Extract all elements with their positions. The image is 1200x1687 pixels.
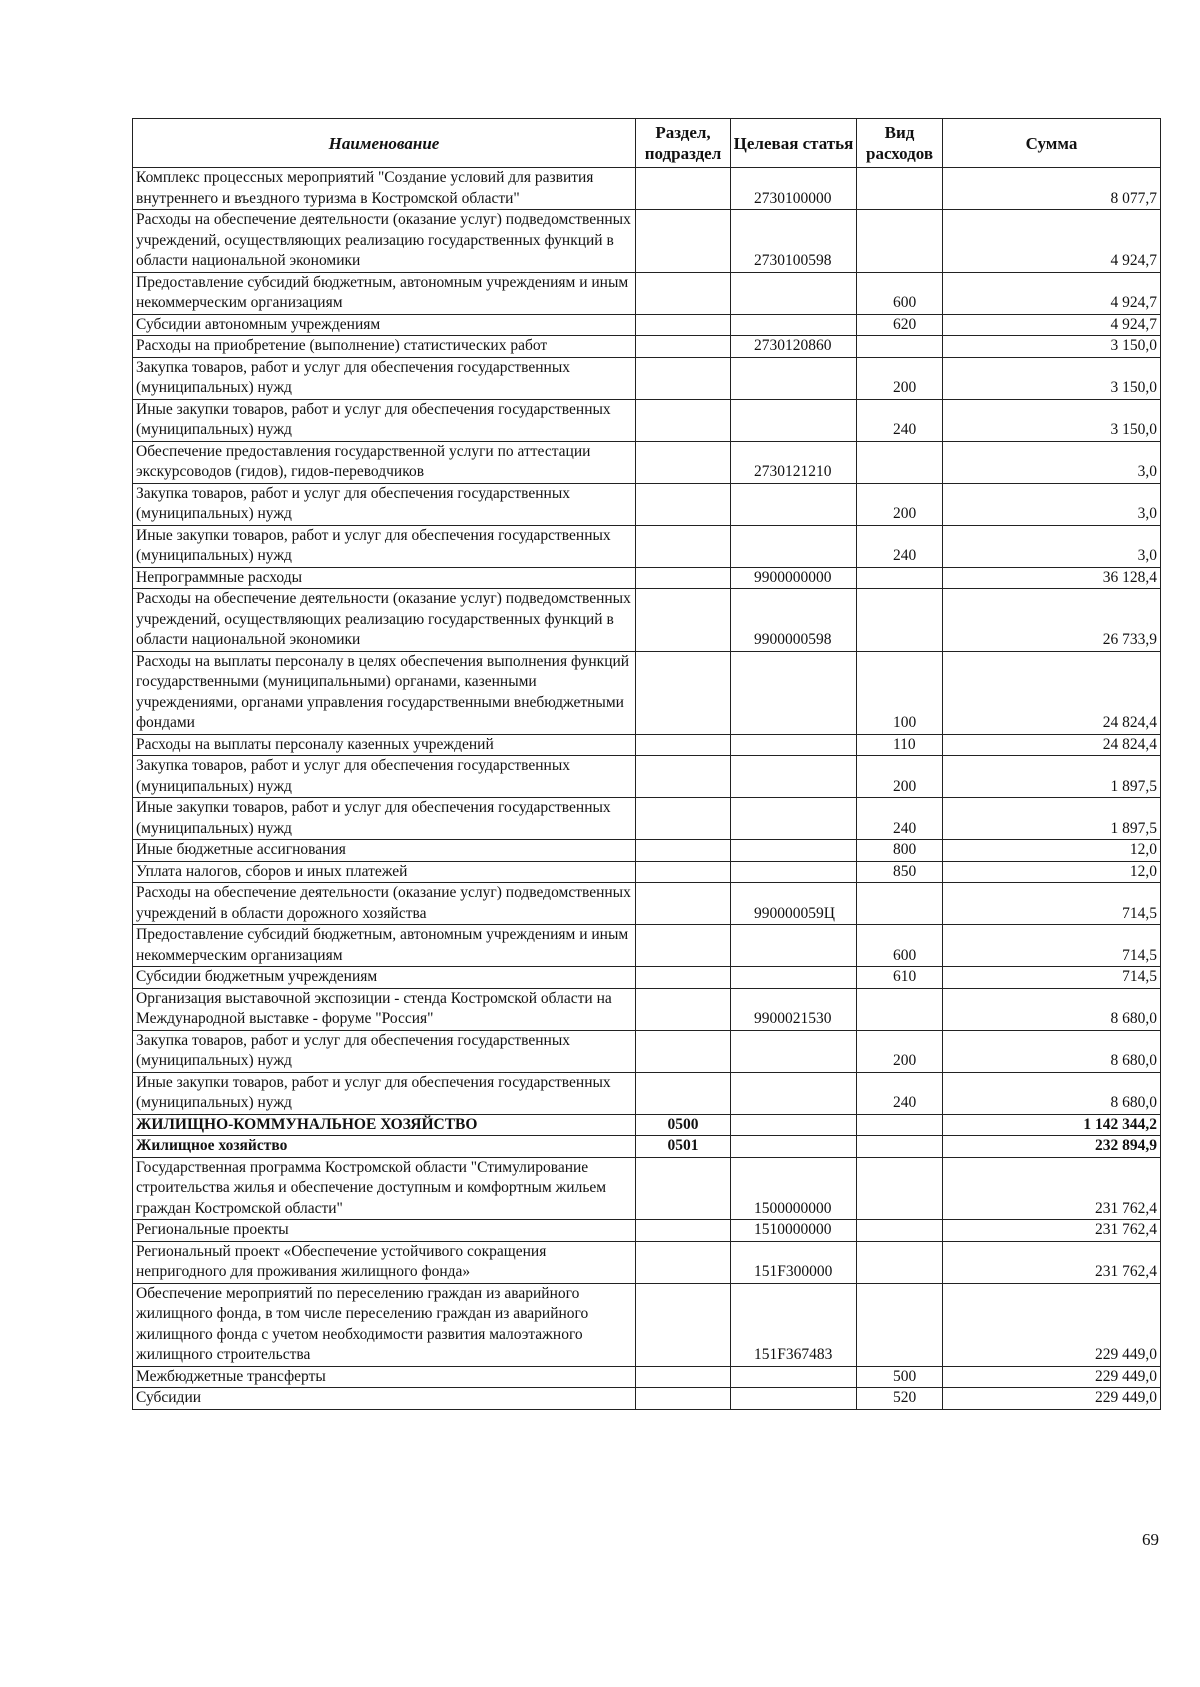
cell-tselevaya bbox=[731, 1366, 857, 1388]
cell-name: Обеспечение предоставления государственной услуги по аттестации экскурсоводов (гидов), гидов-переводчиков bbox=[133, 441, 636, 483]
cell-vid bbox=[857, 1283, 943, 1366]
cell-name: Расходы на выплаты персоналу в целях обеспечения выполнения функций государственными (муниципальными) органами, казенными учреждениями, органами управления государственными внебюджетными фондами bbox=[133, 651, 636, 734]
table-row bbox=[133, 1157, 1161, 1220]
cell-vid: 100 bbox=[857, 651, 943, 734]
cell-vid: 200 bbox=[857, 756, 943, 798]
cell-summa: 229 449,0 bbox=[943, 1388, 1161, 1410]
cell-razdel: 0500 bbox=[636, 1114, 731, 1136]
cell-razdel bbox=[636, 525, 731, 567]
cell-razdel: 0501 bbox=[636, 1136, 731, 1158]
cell-summa: 8 077,7 bbox=[943, 168, 1161, 210]
cell-summa: 8 680,0 bbox=[943, 1072, 1161, 1114]
cell-name: Непрограммные расходы bbox=[133, 567, 636, 589]
cell-vid: 800 bbox=[857, 840, 943, 862]
cell-vid bbox=[857, 589, 943, 652]
cell-tselevaya bbox=[731, 1030, 857, 1072]
cell-name: Иные закупки товаров, работ и услуг для обеспечения государственных (муниципальных) нужд bbox=[133, 798, 636, 840]
table-row bbox=[133, 314, 1161, 336]
cell-tselevaya bbox=[731, 651, 857, 734]
cell-tselevaya: 9900021530 bbox=[731, 988, 857, 1030]
cell-name: Организация выставочной экспозиции - стенда Костромской области на Международной выставке - форуме "Россия" bbox=[133, 988, 636, 1030]
cell-vid: 520 bbox=[857, 1388, 943, 1410]
table-row bbox=[133, 1388, 1161, 1410]
cell-razdel bbox=[636, 272, 731, 314]
cell-razdel bbox=[636, 861, 731, 883]
cell-summa: 4 924,7 bbox=[943, 210, 1161, 273]
cell-vid: 110 bbox=[857, 734, 943, 756]
cell-razdel bbox=[636, 1030, 731, 1072]
cell-summa: 232 894,9 bbox=[943, 1136, 1161, 1158]
cell-name: Региональный проект «Обеспечение устойчивого сокращения непригодного для проживания жилищного фонда» bbox=[133, 1241, 636, 1283]
cell-vid: 200 bbox=[857, 1030, 943, 1072]
cell-tselevaya bbox=[731, 483, 857, 525]
cell-summa: 36 128,4 bbox=[943, 567, 1161, 589]
cell-razdel bbox=[636, 840, 731, 862]
table-row bbox=[133, 840, 1161, 862]
cell-razdel bbox=[636, 988, 731, 1030]
cell-tselevaya: 1510000000 bbox=[731, 1220, 857, 1242]
cell-name: Иные закупки товаров, работ и услуг для обеспечения государственных (муниципальных) нужд bbox=[133, 525, 636, 567]
cell-razdel bbox=[636, 651, 731, 734]
cell-tselevaya: 2730121210 bbox=[731, 441, 857, 483]
cell-tselevaya bbox=[731, 272, 857, 314]
cell-tselevaya: 9900000000 bbox=[731, 567, 857, 589]
cell-vid: 620 bbox=[857, 314, 943, 336]
cell-summa: 3,0 bbox=[943, 483, 1161, 525]
cell-tselevaya: 151F300000 bbox=[731, 1241, 857, 1283]
table-row bbox=[133, 988, 1161, 1030]
cell-summa: 1 142 344,2 bbox=[943, 1114, 1161, 1136]
cell-name: Уплата налогов, сборов и иных платежей bbox=[133, 861, 636, 883]
cell-tselevaya: 2730120860 bbox=[731, 336, 857, 358]
table-row bbox=[133, 525, 1161, 567]
table-row bbox=[133, 483, 1161, 525]
cell-vid: 500 bbox=[857, 1366, 943, 1388]
table-row bbox=[133, 168, 1161, 210]
cell-vid bbox=[857, 1241, 943, 1283]
cell-vid bbox=[857, 883, 943, 925]
cell-summa: 8 680,0 bbox=[943, 1030, 1161, 1072]
table-row bbox=[133, 925, 1161, 967]
cell-vid bbox=[857, 168, 943, 210]
table-row bbox=[133, 651, 1161, 734]
cell-tselevaya bbox=[731, 314, 857, 336]
cell-vid: 240 bbox=[857, 525, 943, 567]
cell-vid bbox=[857, 1157, 943, 1220]
cell-razdel bbox=[636, 756, 731, 798]
cell-summa: 3,0 bbox=[943, 441, 1161, 483]
cell-summa: 24 824,4 bbox=[943, 734, 1161, 756]
cell-name: Региональные проекты bbox=[133, 1220, 636, 1242]
cell-razdel bbox=[636, 1283, 731, 1366]
table-row bbox=[133, 861, 1161, 883]
cell-tselevaya: 9900000598 bbox=[731, 589, 857, 652]
cell-tselevaya bbox=[731, 734, 857, 756]
cell-summa: 229 449,0 bbox=[943, 1283, 1161, 1366]
table-row bbox=[133, 441, 1161, 483]
cell-vid: 600 bbox=[857, 272, 943, 314]
cell-razdel bbox=[636, 336, 731, 358]
cell-razdel bbox=[636, 1220, 731, 1242]
cell-razdel bbox=[636, 567, 731, 589]
cell-tselevaya: 151F367483 bbox=[731, 1283, 857, 1366]
cell-summa: 231 762,4 bbox=[943, 1220, 1161, 1242]
cell-vid bbox=[857, 1220, 943, 1242]
cell-summa: 231 762,4 bbox=[943, 1241, 1161, 1283]
cell-summa: 3 150,0 bbox=[943, 399, 1161, 441]
cell-name: Расходы на приобретение (выполнение) статистических работ bbox=[133, 336, 636, 358]
cell-razdel bbox=[636, 1241, 731, 1283]
cell-summa: 1 897,5 bbox=[943, 756, 1161, 798]
cell-vid bbox=[857, 441, 943, 483]
header-name: Наименование bbox=[133, 119, 636, 168]
cell-name: Закупка товаров, работ и услуг для обеспечения государственных (муниципальных) нужд bbox=[133, 483, 636, 525]
cell-vid bbox=[857, 1136, 943, 1158]
cell-razdel bbox=[636, 1072, 731, 1114]
cell-vid bbox=[857, 988, 943, 1030]
header-vid: Вид расходов bbox=[857, 119, 943, 168]
cell-summa: 12,0 bbox=[943, 840, 1161, 862]
table-row bbox=[133, 967, 1161, 989]
cell-razdel bbox=[636, 210, 731, 273]
table-row bbox=[133, 798, 1161, 840]
cell-tselevaya bbox=[731, 925, 857, 967]
table-row bbox=[133, 1030, 1161, 1072]
cell-tselevaya bbox=[731, 798, 857, 840]
cell-name: Субсидии bbox=[133, 1388, 636, 1410]
cell-razdel bbox=[636, 734, 731, 756]
cell-name: ЖИЛИЩНО-КОММУНАЛЬНОЕ ХОЗЯЙСТВО bbox=[133, 1114, 636, 1136]
cell-name: Закупка товаров, работ и услуг для обеспечения государственных (муниципальных) нужд bbox=[133, 357, 636, 399]
cell-tselevaya bbox=[731, 525, 857, 567]
cell-vid bbox=[857, 1114, 943, 1136]
table-row bbox=[133, 734, 1161, 756]
cell-razdel bbox=[636, 883, 731, 925]
header-summa: Сумма bbox=[943, 119, 1161, 168]
table-row bbox=[133, 1114, 1161, 1136]
cell-name: Иные закупки товаров, работ и услуг для обеспечения государственных (муниципальных) нужд bbox=[133, 399, 636, 441]
table-row bbox=[133, 336, 1161, 358]
table-row bbox=[133, 357, 1161, 399]
cell-razdel bbox=[636, 357, 731, 399]
cell-name: Субсидии бюджетным учреждениям bbox=[133, 967, 636, 989]
cell-name: Государственная программа Костромской области "Стимулирование строительства жилья и обеспечение доступным и комфортным жильем граждан Костромской области" bbox=[133, 1157, 636, 1220]
table-row bbox=[133, 1366, 1161, 1388]
page-number: 69 bbox=[1142, 1530, 1159, 1549]
cell-razdel bbox=[636, 925, 731, 967]
cell-summa: 12,0 bbox=[943, 861, 1161, 883]
cell-summa: 1 897,5 bbox=[943, 798, 1161, 840]
cell-razdel bbox=[636, 1157, 731, 1220]
table-row bbox=[133, 589, 1161, 652]
cell-name: Закупка товаров, работ и услуг для обеспечения государственных (муниципальных) нужд bbox=[133, 756, 636, 798]
cell-name: Жилищное хозяйство bbox=[133, 1136, 636, 1158]
table-row bbox=[133, 756, 1161, 798]
cell-razdel bbox=[636, 1366, 731, 1388]
cell-vid bbox=[857, 210, 943, 273]
cell-tselevaya bbox=[731, 861, 857, 883]
cell-summa: 3 150,0 bbox=[943, 357, 1161, 399]
cell-summa: 714,5 bbox=[943, 883, 1161, 925]
cell-tselevaya: 1500000000 bbox=[731, 1157, 857, 1220]
table-row bbox=[133, 883, 1161, 925]
cell-name: Иные закупки товаров, работ и услуг для обеспечения государственных (муниципальных) нужд bbox=[133, 1072, 636, 1114]
cell-summa: 714,5 bbox=[943, 925, 1161, 967]
table-row bbox=[133, 1283, 1161, 1366]
cell-razdel bbox=[636, 589, 731, 652]
table-row bbox=[133, 1072, 1161, 1114]
cell-name: Закупка товаров, работ и услуг для обеспечения государственных (муниципальных) нужд bbox=[133, 1030, 636, 1072]
cell-vid: 200 bbox=[857, 483, 943, 525]
cell-name: Расходы на обеспечение деятельности (оказание услуг) подведомственных учреждений, осуществляющих реализацию государственных функций в области национальной экономики bbox=[133, 589, 636, 652]
cell-vid: 240 bbox=[857, 1072, 943, 1114]
header-tselevaya: Целевая статья bbox=[731, 119, 857, 168]
cell-razdel bbox=[636, 441, 731, 483]
cell-name: Межбюджетные трансферты bbox=[133, 1366, 636, 1388]
cell-vid: 600 bbox=[857, 925, 943, 967]
table-row bbox=[133, 1241, 1161, 1283]
cell-summa: 714,5 bbox=[943, 967, 1161, 989]
cell-tselevaya bbox=[731, 967, 857, 989]
cell-tselevaya bbox=[731, 1072, 857, 1114]
cell-vid: 240 bbox=[857, 798, 943, 840]
cell-summa: 26 733,9 bbox=[943, 589, 1161, 652]
table-body bbox=[133, 168, 1161, 1410]
cell-tselevaya bbox=[731, 1136, 857, 1158]
cell-razdel bbox=[636, 967, 731, 989]
cell-summa: 3,0 bbox=[943, 525, 1161, 567]
cell-tselevaya bbox=[731, 1388, 857, 1410]
cell-summa: 229 449,0 bbox=[943, 1366, 1161, 1388]
cell-vid: 200 bbox=[857, 357, 943, 399]
cell-razdel bbox=[636, 483, 731, 525]
cell-summa: 8 680,0 bbox=[943, 988, 1161, 1030]
cell-name: Субсидии автономным учреждениям bbox=[133, 314, 636, 336]
table-row bbox=[133, 1136, 1161, 1158]
cell-vid: 850 bbox=[857, 861, 943, 883]
cell-vid: 240 bbox=[857, 399, 943, 441]
cell-tselevaya bbox=[731, 756, 857, 798]
cell-name: Расходы на обеспечение деятельности (оказание услуг) подведомственных учреждений в области дорожного хозяйства bbox=[133, 883, 636, 925]
cell-tselevaya bbox=[731, 1114, 857, 1136]
cell-name: Комплекс процессных мероприятий "Создание условий для развития внутреннего и въездного туризма в Костромской области" bbox=[133, 168, 636, 210]
cell-razdel bbox=[636, 399, 731, 441]
cell-tselevaya bbox=[731, 357, 857, 399]
cell-name: Обеспечение мероприятий по переселению граждан из аварийного жилищного фонда, в том числе переселению граждан из аварийного жилищного фонда с учетом необходимости развития малоэтажного жилищного строительства bbox=[133, 1283, 636, 1366]
budget-table bbox=[132, 118, 1161, 1410]
header-razdel: Раздел, подраздел bbox=[636, 119, 731, 168]
table-header-row bbox=[133, 119, 1161, 168]
cell-tselevaya: 2730100598 bbox=[731, 210, 857, 273]
cell-name: Предоставление субсидий бюджетным, автономным учреждениям и иным некоммерческим организациям bbox=[133, 272, 636, 314]
cell-summa: 24 824,4 bbox=[943, 651, 1161, 734]
cell-summa: 231 762,4 bbox=[943, 1157, 1161, 1220]
table-row bbox=[133, 272, 1161, 314]
cell-vid bbox=[857, 567, 943, 589]
cell-name: Предоставление субсидий бюджетным, автономным учреждениям и иным некоммерческим организациям bbox=[133, 925, 636, 967]
table-row bbox=[133, 567, 1161, 589]
cell-razdel bbox=[636, 168, 731, 210]
cell-razdel bbox=[636, 1388, 731, 1410]
cell-tselevaya: 990000059Ц bbox=[731, 883, 857, 925]
cell-summa: 4 924,7 bbox=[943, 272, 1161, 314]
cell-razdel bbox=[636, 798, 731, 840]
cell-razdel bbox=[636, 314, 731, 336]
table-row bbox=[133, 399, 1161, 441]
cell-summa: 3 150,0 bbox=[943, 336, 1161, 358]
table-row bbox=[133, 210, 1161, 273]
table-row bbox=[133, 1220, 1161, 1242]
cell-name: Расходы на обеспечение деятельности (оказание услуг) подведомственных учреждений, осуществляющих реализацию государственных функций в области национальной экономики bbox=[133, 210, 636, 273]
cell-vid bbox=[857, 336, 943, 358]
cell-tselevaya bbox=[731, 840, 857, 862]
cell-summa: 4 924,7 bbox=[943, 314, 1161, 336]
cell-vid: 610 bbox=[857, 967, 943, 989]
cell-tselevaya bbox=[731, 399, 857, 441]
cell-name: Иные бюджетные ассигнования bbox=[133, 840, 636, 862]
cell-tselevaya: 2730100000 bbox=[731, 168, 857, 210]
cell-name: Расходы на выплаты персоналу казенных учреждений bbox=[133, 734, 636, 756]
